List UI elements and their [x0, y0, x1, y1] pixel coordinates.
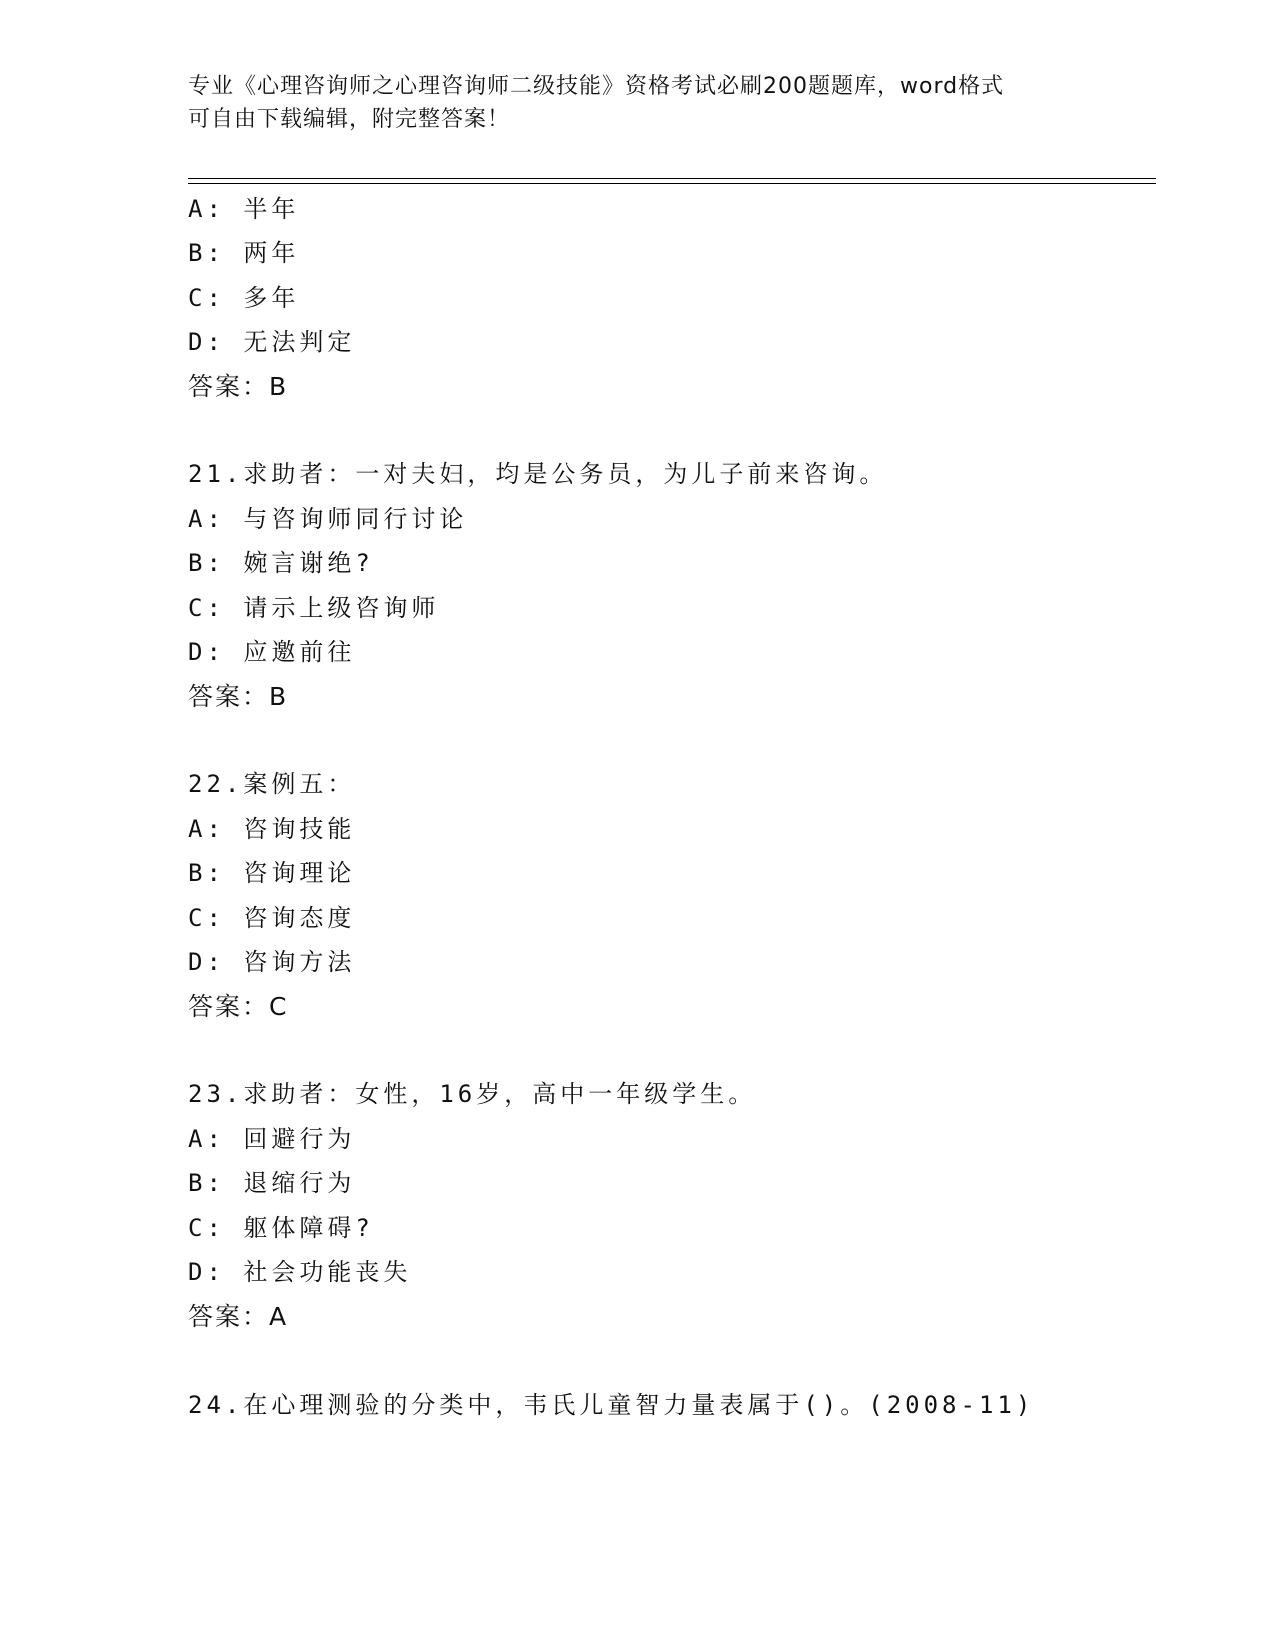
document-header: [188, 70, 1088, 136]
option-b: B: 婉言谢绝?: [188, 549, 374, 577]
question-22: 22.案例五：: [188, 770, 356, 798]
option-c: C: 请示上级咨询师: [188, 594, 440, 622]
question-24: 24.在心理测验的分类中，韦氏儿童智力量表属于()。(2008-11): [188, 1391, 1035, 1419]
option-b: B: 两年: [188, 239, 300, 267]
option-b: B: 退缩行为: [188, 1169, 356, 1197]
answer-line: 答案：A: [188, 1302, 289, 1331]
header-line-2: 可自由下载编辑，附完整答案！: [188, 107, 511, 132]
option-a: A: 咨询技能: [188, 815, 356, 843]
header-line-1: 专业《心理咨询师之心理咨询师二级技能》资格考试必刷200题题库，word格式: [188, 74, 1005, 99]
answer-line: 答案：B: [188, 682, 289, 711]
question-23: 23.求助者：女性，16岁，高中一年级学生。: [188, 1080, 757, 1108]
answer-line: 答案：B: [188, 372, 289, 401]
option-d: D: 无法判定: [188, 328, 356, 356]
answer-line: 答案：C: [188, 992, 289, 1021]
header-divider-bottom: [188, 183, 1156, 184]
option-d: D: 咨询方法: [188, 948, 356, 976]
option-a: A: 回避行为: [188, 1125, 356, 1153]
option-b: B: 咨询理论: [188, 859, 356, 887]
option-c: C: 咨询态度: [188, 904, 356, 932]
header-divider-top: [188, 178, 1156, 179]
option-c: C: 多年: [188, 284, 300, 312]
option-a: A: 与咨询师同行讨论: [188, 505, 468, 533]
option-c: C: 躯体障碍?: [188, 1214, 374, 1242]
option-a: A: 半年: [188, 195, 300, 223]
option-d: D: 应邀前往: [188, 638, 356, 666]
question-21: 21.求助者：一对夫妇，均是公务员，为儿子前来咨询。: [188, 460, 888, 488]
option-d: D: 社会功能丧失: [188, 1258, 412, 1286]
